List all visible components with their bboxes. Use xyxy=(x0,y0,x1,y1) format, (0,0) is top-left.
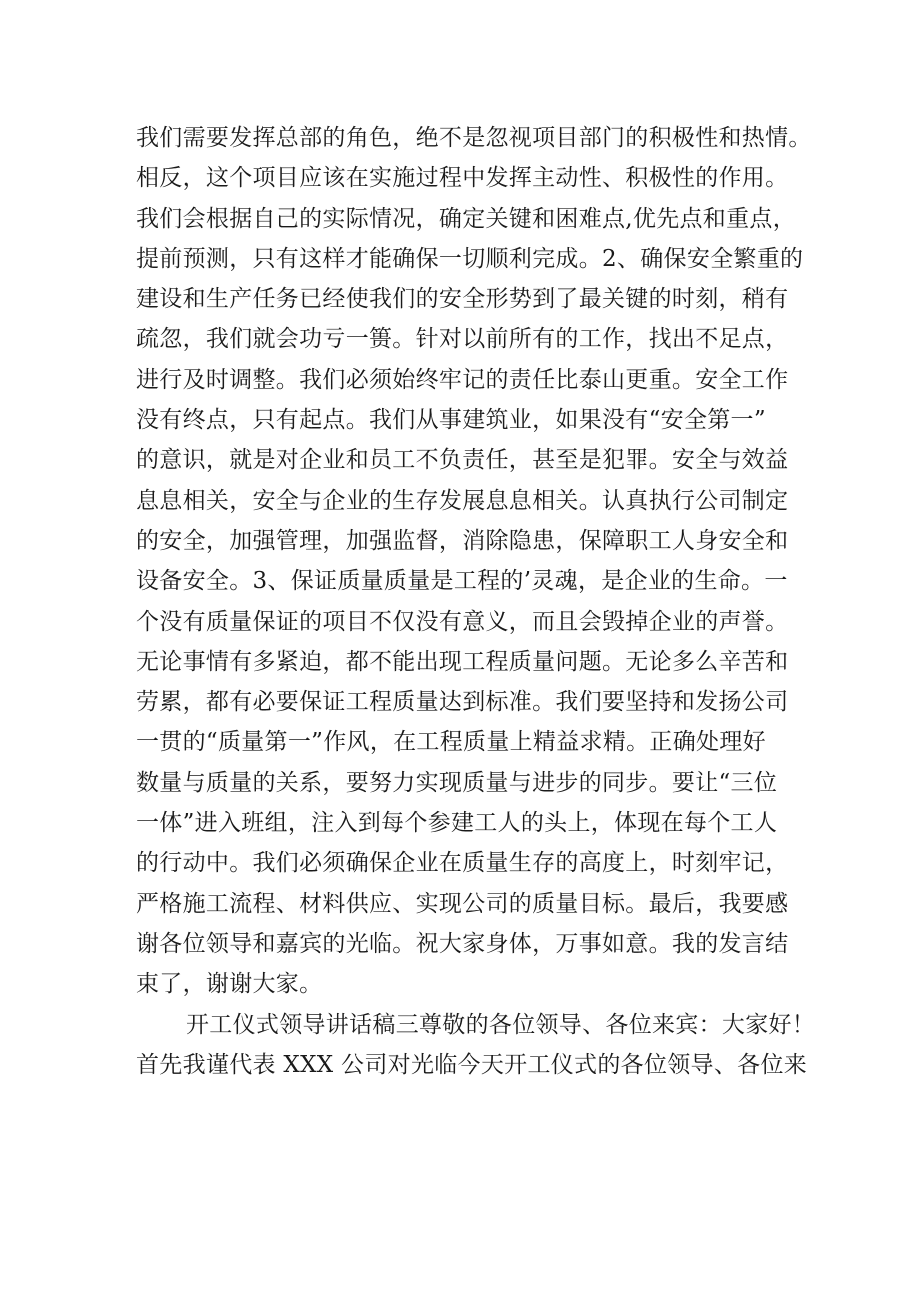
body-text xyxy=(136,118,816,1085)
text-line: 建设和生产任务已经使我们的安全形势到了最关键的时刻，稍有 xyxy=(136,286,789,313)
text-line: 无论事情有多紧迫，都不能出现工程质量问题。无论多么辛苦和 xyxy=(136,648,789,675)
text-line: 束了，谢谢大家。 xyxy=(136,971,323,998)
text-line: 提前预测，只有这样才能确保一切顺利完成。2、确保安全繁重的 xyxy=(136,245,804,272)
text-line: 的意识，就是对企业和员工不负责任，甚至是犯罪。安全与效益 xyxy=(136,447,789,474)
text-line: 设备安全。3、保证质量质量是工程的’灵魂，是企业的生命。一 xyxy=(136,568,788,595)
text-line: 数量与质量的关系，要努力实现质量与进步的同步。要让“三位 xyxy=(136,769,778,796)
text-line: 谢各位领导和嘉宾的光临。祝大家身体，万事如意。我的发言结 xyxy=(136,930,789,957)
text-line: 没有终点，只有起点。我们从事建筑业，如果没有“安全第一” xyxy=(136,407,766,434)
paragraph-start-line: 开工仪式领导讲话稿三尊敬的各位领导、各位来宾：大家好！ xyxy=(186,1011,816,1038)
text-line: 一体”进入班组，注入到每个参建工人的头上，体现在每个工人 xyxy=(136,810,778,837)
text-line: 进行及时调整。我们必须始终牢记的责任比泰山更重。安全工作 xyxy=(136,366,789,393)
text-line: 严格施工流程、材料供应、实现公司的质量目标。最后，我要感 xyxy=(136,890,789,917)
text-line: 一贯的“质量第一”作风，在工程质量上精益求精。正确处理好 xyxy=(136,729,766,756)
text-line: 劳累，都有必要保证工程质量达到标准。我们要坚持和发扬公司 xyxy=(136,689,789,716)
text-line: 疏忽，我们就会功亏一篑。针对以前所有的工作，找出不足点， xyxy=(136,326,789,353)
text-line: 的行动中。我们必须确保企业在质量生存的高度上，时刻牢记， xyxy=(136,850,789,877)
text-line: 我们需要发挥总部的角色，绝不是忽视项目部门的积极性和热情。 xyxy=(136,125,812,151)
text-line: 息息相关，安全与企业的生存发展息息相关。认真执行公司制定 xyxy=(136,487,789,514)
text-line: 我们会根据自己的实际情况，确定关键和困难点,优先点和重点， xyxy=(136,205,797,232)
text-line: 首先我谨代表 XXX 公司对光临今天开工仪式的各位领导、各位来 xyxy=(136,1051,808,1078)
text-line: 相反，这个项目应该在实施过程中发挥主动性、积极性的作用。 xyxy=(136,165,789,192)
text-line: 的安全，加强管理，加强监督，消除隐患，保障职工人身安全和 xyxy=(136,527,789,554)
text-line: 个没有质量保证的项目不仅没有意义，而且会毁掉企业的声誉。 xyxy=(136,608,789,635)
